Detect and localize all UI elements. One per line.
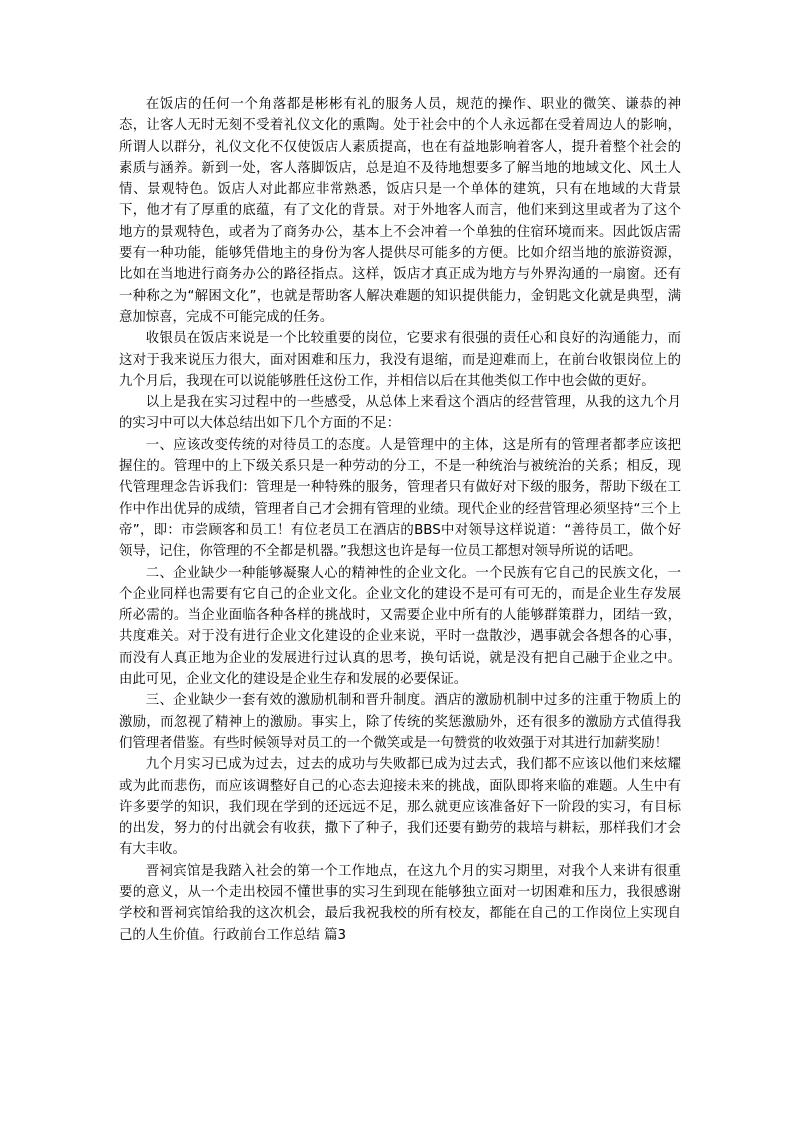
paragraph-reflection: 九个月实习已成为过去，过去的成功与失败都已成为过去式，我们都不应该以他们来炫耀或为此而悲伤，而应该调整好自己的心态去迎接未来的挑战，面队即将来临的难题。人生中有许多要学的知识，我们现在学到的还远远不足，那么就更应该准备好下一阶段的实习，有目标的出发，努力的付出就会有收获，撒下了种子，我们还要有勤劳的栽培与耕耘，那样我们才会有大丰收。 xyxy=(119,757,681,858)
paragraph-hotel-culture: 在饭店的任何一个角落都是彬彬有礼的服务人员，规范的操作、职业的微笑、谦恭的神态，让客人无时无刻不受着礼仪文化的熏陶。处于社会中的个人永远都在受着周边人的影响，所谓人以群分，礼仪文化不仅使饭店人素质提高，也在有益地影响着客人，提升着整个社会的素质与涵养。新到一处，客人落脚饭店，总是迫不及待地想要多了解当地的地域文化、风土人情、景观特色。饭店人对此都应非常熟悉，饭店只是一个单体的建筑，只有在地域的大背景下，他才有了厚重的底蕴，有了文化的背景。对于外地客人而言，他们来到这里或者为了这个地方的景观特色，或者为了商务办公，基本上不会冲着一个单独的住宿环境而来。因此饭店需要有一种功能，能够凭借地主的身份为客人提供尽可能多的方便。比如介绍当地的旅游资源，比如在当地进行商务办公的路径指点。这样，饭店才真正成为地方与外界沟通的一扇窗。还有一种称之为“解困文化”，也就是帮助客人解决难题的知识提供能力，金钥匙文化就是典型，满意加惊喜，完成不可能完成的任务。 xyxy=(119,97,681,325)
paragraph-conclusion: 晋祠宾馆是我踏入社会的第一个工作地点，在这九个月的实习期里，对我个人来讲有很重要的意义，从一个走出校园不懂世事的实习生到现在能够独立面对一切困难和压力，我很感谢学校和晋祠宾馆给我的这次机会，最后我祝我校的所有校友，都能在自己的工作岗位上实现自己的人生价值。行政前台工作总结 篇3 xyxy=(119,863,681,943)
document-body xyxy=(119,94,681,946)
paragraph-point-two: 二、企业缺少一种能够凝聚人心的精神性的企业文化。一个民族有它自己的民族文化，一个企业同样也需要有它自己的企业文化。企业文化的建设不是可有可无的，而是企业生存发展所必需的。当企业面临各种各样的挑战时，又需要企业中所有的人能够群策群力，团结一致，共度难关。对于没有进行企业文化建设的企业来说，平时一盘散沙，遇事就会各想各的心事，而没有人真正地为企业的发展进行过认真的思考，换句话说，就是没有把自己融于企业之中。由此可见，企业文化的建设是企业生存和发展的必要保证。 xyxy=(119,565,681,688)
paragraph-cashier-role: 收银员在饭店来说是一个比较重要的岗位，它要求有很强的责任心和良好的沟通能力，而这对于我来说压力很大，面对困难和压力，我没有退缩，而是迎难而上，在前台收银岗位上的九个月后，我现在可以说能够胜任这份工作，并相信以后在其他类似工作中也会做的更好。 xyxy=(119,331,681,389)
paragraph-point-three: 三、企业缺少一套有效的激励机制和晋升制度。酒店的激励机制中过多的注重于物质上的激励，而忽视了精神上的激励。事实上，除了传统的奖惩激励外，还有很多的激励方式值得我们管理者借鉴。有些时候领导对员工的一个微笑或是一句赞赏的收效强于对其进行加薪奖励！ xyxy=(119,693,681,751)
paragraph-summary-intro: 以上是我在实习过程中的一些感受，从总体上来看这个酒店的经营管理，从我的这九个月的实习中可以大体总结出如下几个方面的不足： xyxy=(119,395,681,432)
paragraph-point-one: 一、应该改变传统的对待员工的态度。人是管理中的主体，这是所有的管理者都孝应该把握住的。管理中的上下级关系只是一种劳动的分工，不是一种统治与被统治的关系；相反，现代管理理念告诉我们：管理是一种特殊的服务，管理者只有做好对下级的服务，帮助下级在工作中作出优异的成绩，管理者自己才会拥有管理的业绩。现代企业的经营管理必须坚持“三个上帝”，即：市尝顾客和员工！有位老员工在酒店的BBS中对领导这样说道：“善待员工，做个好领导，记住，你管理的不全都是机器。”我想这也许是每一位员工都想对领导所说的话吧。 xyxy=(119,437,681,560)
